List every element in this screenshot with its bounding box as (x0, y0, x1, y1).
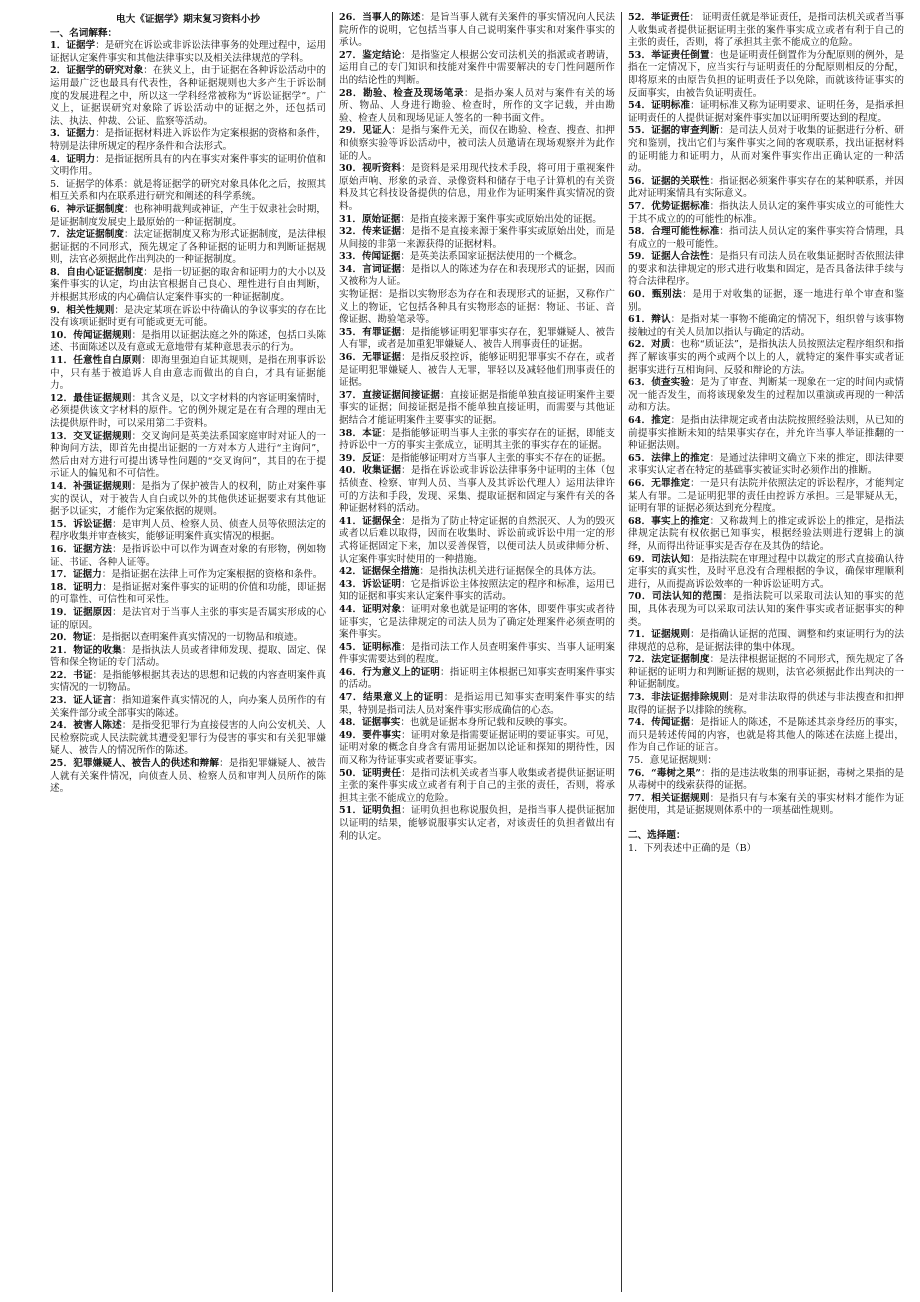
column-middle (332, 12, 621, 1292)
term-definition: ：是指执法人员或者律师发现、提取、固定、保管和保全物证的专门活动。 (50, 644, 327, 669)
glossary-entry (339, 428, 615, 453)
term-definition: ：是用于对收集的证据，逐一地进行单个审查和鉴别。 (628, 289, 904, 313)
term-title: 61．辩认 (628, 314, 671, 326)
glossary-entry (339, 516, 615, 566)
glossary-entry (339, 453, 615, 466)
glossary-entry (339, 50, 615, 88)
term-definition: ：是指运用已知事实查明案件事实的结果，特别是指司法人员对案件事实形成确信的心态。 (339, 692, 615, 716)
glossary-entry (339, 12, 615, 50)
term-title: 11．任意性自白原则 (50, 355, 142, 367)
glossary-entry (339, 566, 615, 579)
glossary-entry (50, 355, 326, 393)
term-definition: ：是指确认证据的范围、调整和约束证明行为的法律规范的总称，是证据法律的集中体现。 (628, 629, 904, 653)
term-definition: ：也称“质证法”，是指执法人员按照法定程序组织和指挥了解该事实的两个或两个以上的人，就特定的案件事实或者证据事实进行互相询问、反驳和辩论的方法。 (628, 339, 904, 376)
glossary-entry (628, 12, 904, 50)
term-title: 24．被害人陈述 (50, 720, 122, 732)
glossary-entry (339, 214, 615, 227)
term-title: 30．视听资料 (339, 163, 402, 175)
term-title: 65．法律上的推定 (628, 452, 710, 464)
section-heading-choice: 二、选择题： (628, 830, 686, 841)
glossary-entry (339, 88, 615, 126)
term-definition: ：是指只有与本案有关的事实材料才能作为证据使用，其是证据规则体系中的一项基础性规则。 (628, 792, 904, 817)
term-title: 1．证据学 (50, 40, 96, 52)
glossary-entry (628, 289, 904, 314)
term-title: 3．证据力 (50, 128, 96, 140)
term-definition: ：是指为了保护被告人的权利，防止对案件事实的误认，对于被告人自白或以外的其他供述证据要求有其他证据予以证实，才能作为定案依据的规则。 (50, 480, 326, 518)
three-column-layout (44, 12, 910, 1292)
term-title: 60．甄别法 (628, 289, 683, 301)
term-definition: ：是旨当事人就有关案件的事实情况向人民法院所作的说明，它包括当事人自己说明案件事实和对案件事实的承认。 (339, 12, 615, 49)
term-title: 50．证明责任 (339, 767, 402, 779)
term-definition: ：是研究在诉讼或非诉讼法律事务的处理过程中，运用证据认定案件事实和其他法律事实以及相关法律规范的学科。 (50, 40, 327, 64)
term-definition: ：是指一切证据的取舍和证明力的大小以及案件事实的认定，均由法官根据自己良心、理性进行自由判断，并根据其形成的内心确信认定案件事实的一种证据制度。 (50, 266, 326, 304)
glossary-entry (50, 632, 326, 645)
term-definition: ：是指与案件无关，而仅在勘验、检查、搜查、扣押和侦察实验等诉讼活动中，被司法人员邀请在现场观察并为此作证的人。 (339, 125, 616, 162)
glossary-entry (50, 128, 326, 153)
term-title: 70．司法认知的范围 (628, 591, 723, 603)
glossary-entry (50, 305, 326, 330)
glossary-entry (50, 582, 326, 607)
term-definition: ：是指证人的陈述，不是陈述其亲身经历的事实，而只是转述传闻的内容，也就是将其他人的陈述在法庭上提出，作为自己作证的证言。 (628, 717, 904, 754)
glossary-entry (50, 569, 326, 582)
term-definition: 5．证据学的体系：就是将证据学的研究对象具体化之后，按照其相互关系和内在联系进行研究和阐述的科学系统。 (50, 178, 326, 203)
term-definition: ：是指诉讼中可以作为调查对象的有形物，例如物证、书证、各种人证等。 (50, 543, 326, 568)
term-definition: ：也称神明裁判或神证，产生于奴隶社会时期，是证据制度发展史上最原始的一种证据制度。 (50, 203, 326, 228)
term-definition: ：指司法人员认定的案件事实符合情理，具有成立的一般可能性。 (628, 226, 904, 250)
term-definition: ：是指反驳控诉，能够证明犯罪事实不存在，或者是证明犯罪嫌疑人、被告人无罪，罪轻以及减轻他们刑事责任的证据。 (339, 352, 615, 389)
glossary-entry (339, 642, 615, 667)
term-definition: ：是指对某一事物不能确定的情况下，组织曾与该事物接触过的有关人员加以指认与确定的活动。 (628, 314, 904, 338)
glossary-entry (628, 768, 904, 793)
glossary-entry (628, 251, 904, 289)
term-definition: ：是指据以查明案件真实情况的一切物品和痕迹。 (92, 632, 304, 644)
glossary-entry (628, 654, 904, 692)
term-title: 72．法定证据制度 (628, 654, 710, 666)
section-heading-terms: 一、名词解释： (50, 27, 118, 39)
term-title: 51．证明负担 (339, 805, 402, 817)
term-definition: ：是决定某项在诉讼中待确认的争议事实的存在比没有该项证据时更有可能或更无可能。 (50, 304, 326, 329)
term-title: 54．证明标准 (628, 100, 691, 112)
glossary-entry (628, 100, 904, 125)
term-title: 48．证据事实 (339, 717, 401, 729)
glossary-entry (628, 314, 904, 339)
term-definition: ：证明标准又称为证明要求、证明任务，是指承担证明责任的人提供证据对案件事实加以证明所要达到的程度。 (628, 100, 904, 124)
glossary-entry (50, 519, 326, 544)
term-definition: ：指证据必须案件事实存在的某种联系，并因此对证明案情具有实际意义。 (628, 175, 904, 200)
choice-question: 1．下列表述中正确的是（B） (628, 842, 757, 854)
term-title: 27．鉴定结论 (339, 49, 402, 61)
term-title: 55．证据的审查判断 (628, 125, 720, 137)
glossary-entry (50, 670, 326, 695)
term-title: 69．司法认知 (628, 553, 691, 565)
term-title: 46．行为意义上的证明 (339, 666, 441, 678)
term-definition: ：是指以人的陈述为存在和表现形式的证据，因而又被称为人证。 (339, 263, 615, 288)
term-definition: ：是指法院可以采取司法认知的事实的范围，具体表现为可以采取司法认知的案件事实或者证据事实的种类。 (628, 591, 904, 628)
term-title: 34．言词证据 (339, 263, 402, 275)
term-definition: ：直接证据是指能单独直接证明案件主要事实的证据；间接证据是指不能单独直接证明，而需要与其他证据结合才能证明案件主要事实的证据。 (339, 389, 615, 426)
term-title: 6．神示证据制度 (50, 203, 125, 215)
term-title: 66．无罪推定 (628, 477, 691, 489)
glossary-entry (50, 607, 326, 632)
term-title: 53．举证责任倒置 (628, 49, 710, 61)
document-title: 电大《证据学》期末复习资料小抄 (116, 14, 260, 25)
term-title: 36．无罪证据 (339, 352, 402, 364)
term-definition: ：是指司法机关或者当事人收集或者提供证据证明主张的案件事实成立或者有利于自己的主张的责任，否则，将承担其主张不能成立的危险。 (339, 767, 615, 804)
term-title: 45．证明标准 (339, 641, 402, 653)
glossary-entry (50, 330, 326, 355)
glossary-entry (628, 176, 904, 201)
term-title: 26．当事人的陈述 (339, 12, 421, 23)
term-title: 19．证据原因 (50, 606, 113, 618)
term-definition: ：是指由法律规定或者由法院按照经验法则，从已知的前提事实推断未知的结果事实存在，并允许当事人举证推翻的一种证据法则。 (628, 415, 904, 452)
term-definition: ：是指只有司法人员在收集证据时否依照法律的要求和法律规定的形式进行收集和固定，是否具备法律手续与符合法律程序。 (628, 251, 904, 288)
term-definition: ：是英美法系国家证据法使用的一个概念。 (400, 251, 583, 263)
glossary-entry (339, 352, 615, 390)
glossary-entry (50, 645, 326, 670)
glossary-entry (628, 201, 904, 226)
term-definition: ：是指能够根据其表达的思想和记载的内容查明案件真实情况的一切物品。 (50, 669, 326, 694)
term-definition: ：它是指诉讼主体按照法定的程序和标准，运用已知的证据和事实来认定案件事实的活动。 (339, 578, 615, 603)
glossary-entry (50, 267, 326, 305)
term-title: 15．诉讼证据 (50, 518, 113, 530)
term-title: 25．犯罪嫌疑人、被告人的供述和辩解 (50, 758, 220, 770)
term-title: 44．证明对象 (339, 603, 402, 615)
term-title: 71．证据规则 (628, 629, 691, 641)
glossary-entry (50, 229, 326, 267)
term-definition: ：是指用以证据法庭之外的陈述，包括口头陈述、书面陈述以及有意或无意地带有某种意思表示的行为。 (50, 329, 326, 354)
term-definition: ：是对非法取得的供述与非法搜查和扣押取得的证据予以排除的统称。 (628, 692, 904, 716)
term-definition: ：交叉询问是英美法系国家庭审时对证人的一种询问方法，即首先由提出证据的一方对本方人进行“主询问”，然后由对方进行可提出诱导性问题的“交叉询问”，其目的在于提示证人的偏见和不可信性。 (50, 430, 326, 480)
term-title: 43．诉讼证明 (339, 578, 402, 590)
term-title: 73．非法证据排除规则 (628, 692, 730, 704)
glossary-entry (50, 720, 326, 758)
term-definition: ：一是只有法院并依照法定的诉讼程序，才能判定某人有罪。二是证明犯罪的责任由控诉方承担。三是罪疑从无，证明有罪的证据必须达到充分程度。 (628, 477, 904, 515)
term-title: 40．收集证据 (339, 465, 402, 477)
term-definition: ：证明对象也就是证明的客体，即要件事实或者待证事实，它是法律规定的司法人员为了确定处理案件必须查明的案件事实。 (339, 603, 615, 641)
glossary-entry (339, 692, 615, 717)
term-title: 17．证据力 (50, 569, 102, 581)
term-title: 35．有罪证据 (339, 326, 402, 338)
glossary-entry (628, 453, 904, 478)
term-title: 4．证明力 (50, 153, 96, 165)
term-title: 64．推定 (628, 415, 671, 426)
term-definition: ：指知道案件真实情况的人，向办案人员所作的有关案件部分或全部事实的陈述。 (50, 695, 326, 719)
glossary-entry (339, 465, 615, 515)
glossary-entry (339, 805, 615, 843)
glossary-entry (50, 204, 326, 229)
column-right (621, 12, 910, 1292)
term-definition: ：即海里强迫自证其规则，是指在刑事诉讼中，只有基于被追诉人自由意志而做出的自白，才具有证据能力。 (50, 355, 326, 392)
term-title: 68．事实上的推定 (628, 515, 710, 527)
glossary-entry (339, 604, 615, 642)
glossary-entry (628, 125, 904, 175)
glossary-entry (50, 154, 326, 179)
glossary-entry (339, 289, 615, 327)
term-definition: ：法定证据制度又称为形式证据制度，是法律根据证据的不同形式，预先规定了各种证据的证明力和判断证据规则，法官必须据此作出判决的一种证据制度。 (50, 229, 326, 266)
term-title: 20．物证 (50, 632, 93, 644)
term-definition: 实物证据：是指以实物形态为存在和表现形式的证据，又称作广义上的物证，它包括各种具有实物形态的证据：物证、书证、音像证据、勘验笔录等。 (339, 289, 615, 326)
glossary-entry (339, 251, 615, 264)
term-title: 63．侦查实验 (628, 377, 691, 389)
term-definition: ：是指犯罪嫌疑人、被告人就有关案件情况，向侦查人员、检察人员和审判人员所作的陈述。 (50, 758, 326, 795)
term-title: 52．举证责任 (628, 12, 690, 23)
term-title: 41．证据保全 (339, 515, 402, 527)
term-definition: ： 证明责任就是举证责任，是指司法机关或者当事人收集或者提供证据证明主张的案件事实成立或者有利于自己的主张的责任，否则，将了承担其主张不能成立的危险。 (628, 12, 904, 49)
term-title: 9．相关性规则 (50, 304, 115, 316)
glossary-entry (628, 478, 904, 516)
glossary-entry (339, 226, 615, 251)
term-title: 8．自由心证证据制度 (50, 266, 144, 278)
glossary-entry (50, 544, 326, 569)
glossary-entry (628, 717, 904, 755)
term-title: 7．法定证据制度 (50, 229, 125, 241)
term-definition: ：是指能够证明当事人主张的事实存在的证据，即能支持诉讼中一方的事实主张成立，证明其主张的事实存在的证据。 (339, 427, 615, 452)
glossary-entry (50, 65, 326, 128)
term-definition: ：又称裁判上的推定或诉讼上的推定，是指法律规定法院有权依据已知事实，根据经验法则进行逻辑上的演绎，从而得出待证事实是否存在及其伪的结论。 (628, 515, 904, 552)
term-title: 58．合理可能性标准 (628, 226, 720, 238)
glossary-entry (50, 393, 326, 431)
glossary-entry (339, 390, 615, 428)
term-definition: ：指执法人员认定的案件事实成立的可能性大于其不成立的的可能性的标准。 (628, 200, 904, 225)
glossary-entry (339, 768, 615, 806)
glossary-entry (339, 264, 615, 289)
glossary-entry (50, 40, 326, 65)
term-title: 47．结果意义上的证明 (339, 692, 444, 704)
term-definition: ：证明对象是指需要证据证明的要证事实。可见，证明对象的概念自身含有需用证据加以论证和探知的期待性，因而又称为待证事实或者要证事实。 (339, 729, 615, 767)
term-definition: ：其含义是，以文字材料的内容证明案情时，必须提供该文字材料的原件。它的例外规定是在有合理的理由无法提供原件时，可以采用第二手资料。 (50, 392, 326, 429)
term-title: 59．证据人合法性 (628, 251, 710, 263)
term-definition: 75．意见证据规则： (628, 755, 717, 767)
term-definition: ：是指证据对案件事实的证明的价值和功能，即证据的可靠性、可信性和可采性。 (50, 581, 327, 606)
term-definition: ：是指证据所具有的内在事实对案件事实的证明价值和文明作用。 (50, 153, 327, 178)
term-definition: ：是指直接来源于案件事实或原始出处的证据。 (400, 213, 602, 225)
term-definition: ：是指鉴定人根据公安司法机关的指派或者聘请，运用自己的专门知识和技能对案件中需要解决的专门性问题所作出的结论性的判断。 (339, 49, 615, 86)
term-definition: ：指的是违法收集的刑事证据，毒树之果指的是从毒树中的线索获得的证据。 (628, 767, 905, 792)
term-definition: ：也是证明责任倒置作为分配原则的例外，是指在一定情况下，应当实行与证明责任的分配原则相反的分配，即将原来的由原告负担的证明责任予以免除，而就该待证事实的反面事实，由被告负证明责任。 (628, 49, 904, 99)
glossary-entry (628, 339, 904, 377)
glossary-entry (339, 717, 615, 730)
glossary-entry (628, 226, 904, 251)
term-definition: ：是指司法工作人员查明案件事实、当事人证明案件事实需要达到的程度。 (339, 641, 615, 666)
term-title: 12．最佳证据规则 (50, 392, 132, 404)
term-title: 62．对质 (628, 339, 671, 351)
term-definition: ：是法律根据证据的不同形式，预先规定了各种证据的证明力和判断证据的规则，法官必须据此作出判决的一种证据制度。 (628, 654, 904, 691)
term-definition: ：是指受犯罪行为直接侵害的人向公安机关、人民检察院或人民法院就其遭受犯罪行为侵害的事实和有关犯罪嫌疑人、被告人的情况所作的陈述。 (50, 720, 327, 757)
term-title: 42．证据保全措施 (339, 566, 420, 578)
term-title: 10．传闻证据规则 (50, 329, 132, 341)
term-definition: ：是通过法律明文确立下来的推定，即法律要求事实认定者在特定的基础事实被证实时必须作出的推断。 (628, 452, 904, 477)
glossary-entry (50, 758, 326, 796)
term-definition: ：是指为了防止特定证据的自然泯灭、人为的毁灭或者以后难以取得，因而在收集时、诉讼前或诉讼中用一定的形式将证据固定下来，加以妥善保管，以便司法人员或律师分析、认定案件事实时使用的一种措施。 (339, 515, 615, 565)
term-definition: ：是资料是采用现代技术手段，将可用于重视案件原始声响、形象的录音、录像资料和储存于电子计算机的有关资料及其它科技设备提供的信息，用业作为证明案件真实情况的资料。 (339, 163, 615, 212)
term-title: 39．反证 (339, 452, 382, 464)
term-definition: ：是审判人员、检察人员、侦查人员等依照法定的程序收集并审查核实，能够证明案件真实情况的根据。 (50, 518, 326, 543)
glossary-entry (628, 415, 904, 453)
term-title: 21．物证的收集 (50, 644, 122, 656)
term-definition: ：是指证据材料进入诉讼作为定案根据的资格和条件，特别是法律所规定的程序条件和合法形式。 (50, 128, 327, 152)
term-title: 13．交叉证据规则 (50, 430, 132, 442)
term-definition: ：是指在诉讼或非诉讼法律事务中证明的主体（包括侦查、检察、审判人员、当事人及其诉讼代理人）运用法律许可的方法和手段，发现、采集、提取证据和固定与案件有关的各种证据材料的活动。 (339, 465, 615, 515)
glossary-entry (628, 755, 904, 768)
term-title: 77．相关证据规则 (628, 792, 710, 804)
term-title: 31．原始证据 (339, 213, 401, 225)
term-title: 38．本证 (339, 427, 382, 439)
term-definition: ：证明负担也称说服负担，是指当事人提供证据加以证明的结果，能够说服事实认定者，对该责任的负担者做出有利的认定。 (339, 805, 615, 842)
glossary-entry (628, 692, 904, 717)
glossary-entry (339, 327, 615, 352)
term-definition: ：是指不是直接来源于案件事实或原始出处，而是从间接的非第一来源获得的证据材料。 (339, 226, 615, 250)
glossary-entry (50, 431, 326, 481)
term-title: 37．直接证据间接证据 (339, 389, 441, 401)
term-definition: ：是指证据在法律上可作为定案根据的资格和条件。 (101, 569, 323, 581)
term-title: 2．证据学的研究对象 (50, 65, 144, 77)
glossary-entry (339, 579, 615, 604)
glossary-entry (628, 629, 904, 654)
glossary-entry (339, 730, 615, 768)
glossary-entry (628, 377, 904, 415)
term-definition: ：在狭义上，由于证据在各种诉讼活动中的运用最广泛也最具有代表性，各种证据规则也大多产生于诉讼制度的发展进程之中，所以这一学科经常被称为“诉讼证据学”。广义上，证据误研究对象除了诉讼活动中的证据之外，还包括司法、执法、仲裁、公证、监察等活动。 (50, 65, 326, 127)
glossary-entry (50, 179, 326, 204)
term-definition: ：是指执法机关进行证据保全的具体方法。 (419, 566, 602, 578)
glossary-entry (628, 554, 904, 592)
glossary-entry (50, 481, 326, 519)
term-title: 28．勘验、检查及现场笔录 (339, 87, 464, 99)
glossary-entry (339, 125, 615, 163)
glossary-entry (50, 695, 326, 720)
glossary-entry (628, 793, 904, 818)
term-definition: ：也就是证据本身所记载和反映的事实。 (400, 717, 574, 729)
term-title: 29．见证人 (339, 125, 392, 137)
term-definition: ：是指办案人员对与案件有关的场所、物品、人身进行勘验、检查时，所作的文字记载，并由勘验、检查人员和现场见证人签名的一种书面文件。 (339, 87, 615, 124)
term-title: 56．证据的关联性 (628, 175, 710, 187)
term-definition: ：是指能够证明犯罪事实存在，犯罪嫌疑人、被告人有罪，或者是加重犯罪嫌疑人、被告人刑事责任的证据。 (339, 326, 615, 351)
glossary-entry (628, 516, 904, 554)
term-title: 14．补强证据规则 (50, 480, 132, 492)
term-title: 76．“毒树之果” (628, 767, 701, 779)
glossary-entry (628, 591, 904, 629)
term-definition: ：指证明主体根据已知事实查明案件事实的活动。 (339, 666, 615, 691)
term-title: 23．证人证言 (50, 695, 113, 707)
glossary-entry (628, 50, 904, 100)
column-left (44, 12, 332, 1292)
term-title: 74．传闻证据 (628, 717, 691, 729)
term-definition: ：是指法院在审理过程中以裁定的形式直接确认待定事实的真实性，及时平息没有合理根据的争议，确保审理顺利进行，从而提高诉讼效率的一种诉讼证明方式。 (628, 553, 904, 590)
term-definition: ：是为了审查、判断某一现象在一定的时间内或情况一能否发生，而将该现象发生的过程加以重演或再现的一种活动和方法。 (628, 377, 904, 414)
glossary-entry (339, 163, 615, 213)
glossary-entry (339, 667, 615, 692)
term-definition: ：是司法人员对于收集的证据进行分析、研究和鉴别，找出它们与案件事实之间的客观联系，找出证据材料的证明能力和证明力，从而对案件事实作出正确认定的一种活动。 (628, 125, 904, 175)
term-title: 57．优势证据标准 (628, 200, 710, 212)
term-title: 49．要件事实 (339, 729, 402, 741)
term-title: 18．证明力 (50, 581, 103, 593)
term-title: 33．传闻证据 (339, 251, 401, 263)
term-title: 22．书证 (50, 669, 93, 681)
term-title: 16．证据方法 (50, 543, 113, 555)
term-definition: ：是法官对于当事人主张的事实是否属实形成的心证的原因。 (50, 606, 326, 631)
term-title: 32．传来证据 (339, 226, 402, 238)
term-definition: ：是指能够证明对方当事人主张的事实不存在的证据。 (381, 452, 612, 464)
